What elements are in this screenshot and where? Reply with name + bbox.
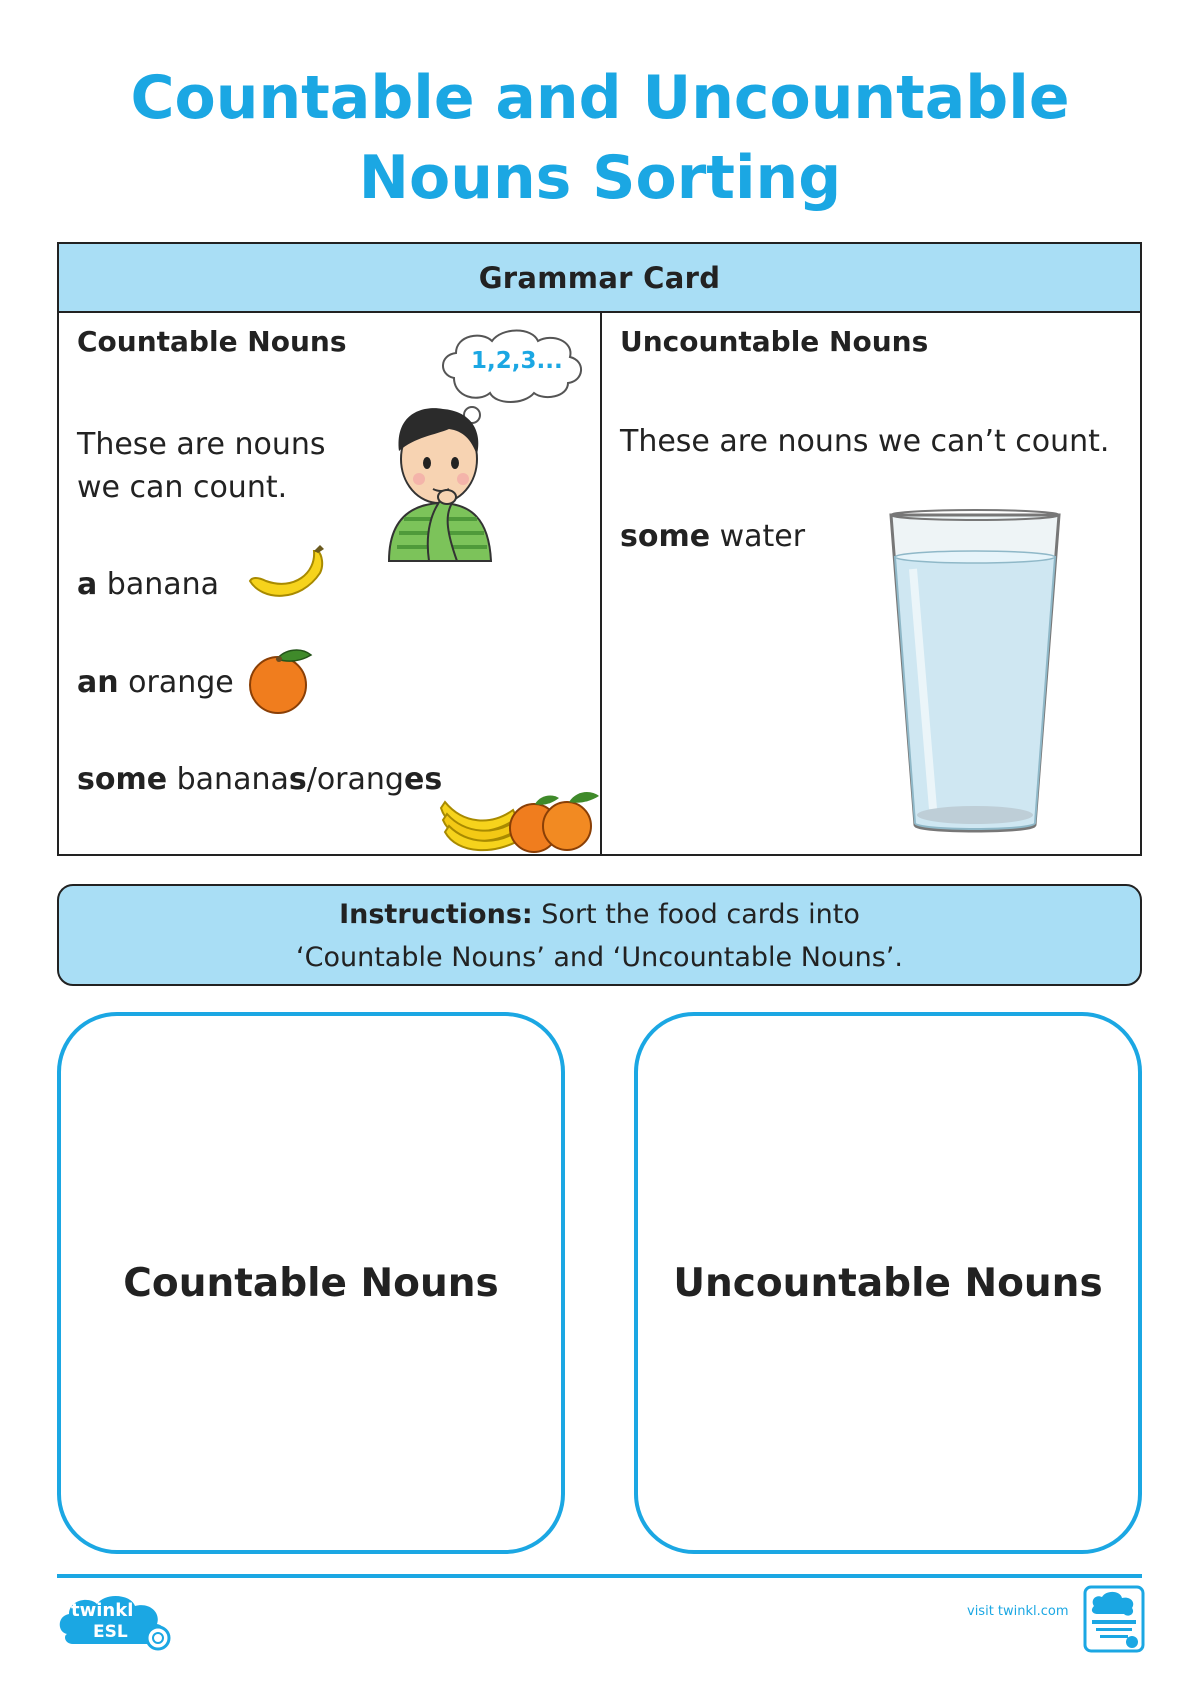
instructions-label: Instructions: <box>339 899 533 930</box>
grammar-card-header: Grammar Card <box>59 244 1140 313</box>
thought-bubble-text: 1,2,3... <box>471 348 563 374</box>
article: a <box>77 567 98 602</box>
noun-part: banana <box>176 762 289 797</box>
grammar-card <box>57 242 1142 856</box>
uncountable-sort-box[interactable] <box>634 1012 1142 1554</box>
noun: orange <box>128 665 234 700</box>
twinkl-esl-logo[interactable] <box>57 1592 177 1652</box>
instructions-text-1: Sort the food cards into <box>541 899 860 930</box>
countable-desc-line-2: we can count. <box>77 470 288 505</box>
instructions-panel <box>57 884 1142 986</box>
countable-sort-box[interactable] <box>57 1012 565 1554</box>
logo-text-esl: ESL <box>93 1622 128 1642</box>
article: an <box>77 665 119 700</box>
title-line-1: Countable and Uncountable <box>130 63 1070 133</box>
countable-example-1 <box>77 563 219 606</box>
instructions-line-2: ‘Countable Nouns’ and ‘Uncountable Nouns’. <box>296 942 903 973</box>
countable-heading: Countable Nouns <box>77 325 347 358</box>
plural-suffix: es <box>403 762 443 797</box>
glass-of-water-icon <box>885 509 1065 839</box>
countable-desc-line-1: These are nouns <box>77 427 326 462</box>
bananas-and-oranges-icon <box>439 778 599 856</box>
uncountable-heading: Uncountable Nouns <box>620 325 929 358</box>
article: some <box>620 519 711 554</box>
page-title <box>0 58 1200 218</box>
banana-icon <box>242 543 332 613</box>
column-divider <box>600 313 602 856</box>
uncountable-example-1 <box>620 515 805 558</box>
countable-description <box>77 423 326 509</box>
uncountable-sort-label: Uncountable Nouns <box>673 1260 1103 1306</box>
noun: banana <box>106 567 220 602</box>
plural-suffix: s <box>288 762 307 797</box>
orange-icon <box>245 643 319 717</box>
countable-sort-label: Countable Nouns <box>123 1260 499 1306</box>
article: some <box>77 762 168 797</box>
noun: water <box>719 519 806 554</box>
uncountable-description: These are nouns we can’t count. <box>620 424 1110 459</box>
instructions-line-1 <box>59 893 1140 936</box>
noun-part: /orang <box>306 762 404 797</box>
thinking-boy-icon <box>359 393 519 563</box>
quality-badge-icon <box>1082 1584 1146 1654</box>
footer-divider <box>57 1574 1142 1578</box>
logo-text-twinkl: twinkl <box>71 1600 134 1621</box>
visit-link[interactable]: visit twinkl.com <box>967 1604 1069 1619</box>
grammar-card-body <box>59 313 1140 856</box>
countable-example-2 <box>77 661 234 704</box>
countable-example-3 <box>77 758 442 801</box>
title-line-2: Nouns Sorting <box>358 143 842 213</box>
